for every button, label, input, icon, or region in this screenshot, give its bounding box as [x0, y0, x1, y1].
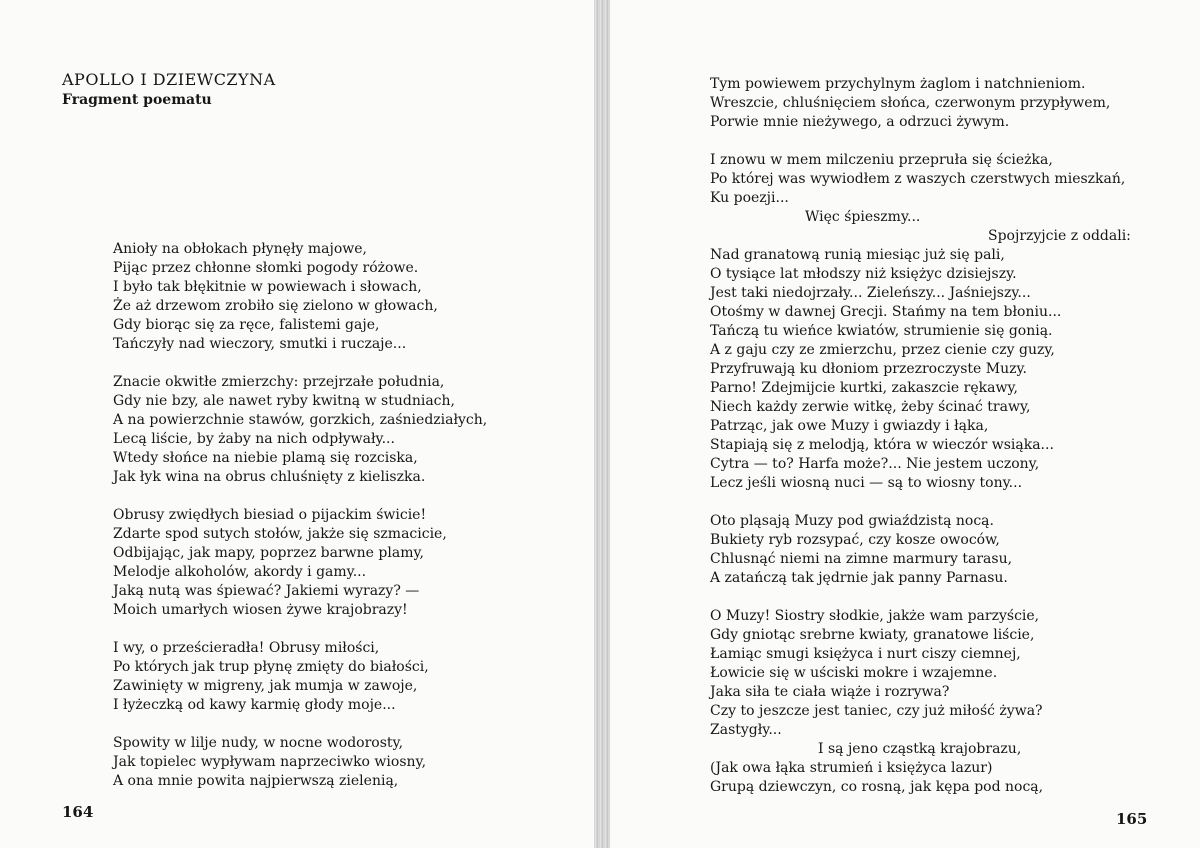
poem-line: Pijąc przez chłonne słomki pogody różowe. — [113, 260, 419, 276]
poem-line: Patrząc, jak owe Muzy i gwiazdy i łąka, — [710, 418, 989, 434]
stanza — [710, 607, 1131, 797]
poem-line: Łowicie się w uściski mokre i wzajemne. — [710, 665, 998, 681]
poem-line: Jak topielec wypływam naprzeciwko wiosny, — [113, 754, 427, 770]
poem-line: Grupą dziewczyn, co rosną, jak kępa pod nocą, — [710, 779, 1044, 795]
book-gutter — [594, 0, 610, 848]
poem-line: Cytra — to? Harfa może?... Nie jestem uczony, — [710, 456, 1040, 472]
poem-line: Zastygły... — [710, 722, 782, 738]
poem-line: Anioły na obłokach płynęły majowe, — [113, 241, 367, 257]
poem-line: I łyżeczką od kawy karmię głody moje... — [113, 697, 396, 713]
poem-line: Oto pląsają Muzy pod gwiaździstą nocą. — [710, 513, 994, 529]
poem-line: Lecz jeśli wiosną nuci — są to wiosny tony... — [710, 475, 1023, 491]
poem-line: Jak łyk wina na obrus chluśnięty z kieliszka. — [113, 469, 426, 485]
poem-title: APOLLO I DZIEWCZYNA — [62, 70, 276, 89]
poem-line: I znowu w mem milczeniu przepruła się ścieżka, — [710, 152, 1053, 168]
poem-line: Lecą liście, by żaby na nich odpływały... — [113, 431, 395, 447]
poem-line: Czy to jeszcze jest taniec, czy już miłość żywa? — [710, 703, 1043, 719]
stanza — [113, 734, 487, 791]
poem-line: Otośmy w dawnej Grecji. Stańmy na tem błoniu... — [710, 304, 1062, 320]
poem-line: Zdarte spod sutych stołów, jakże się szmacicie, — [113, 526, 447, 542]
poem-line: Melodje alkoholów, akordy i gamy... — [113, 564, 367, 580]
poem-line: Przyfruwają ku dłoniom przezroczyste Muzy. — [710, 361, 1027, 377]
poem-line: Wreszcie, chluśnięciem słońca, czerwonym przypływem, — [710, 95, 1111, 111]
poem-line: Moich umarłych wiosen żywe krajobrazy! — [113, 602, 408, 618]
poem-line: Gdy gniotąc srebrne kwiaty, granatowe liście, — [710, 627, 1035, 643]
poem-line: Porwie mnie nieżywego, a odrzuci żywym. — [710, 114, 1010, 130]
page-number-right: 165 — [1116, 810, 1148, 828]
stanza — [113, 506, 487, 620]
right-poem-body — [710, 75, 1131, 797]
poem-line: Nad granatową runią miesiąc już się pali, — [710, 247, 1005, 263]
poem-line: Gdy biorąc się za ręce, falistemi gaje, — [113, 317, 380, 333]
poem-line: Spojrzyjcie z oddali: — [988, 228, 1131, 244]
poem-line: A ona mnie powita najpierwszą zielenią, — [113, 773, 399, 789]
poem-line: Bukiety ryb rozsypać, czy kosze owoców, — [710, 532, 1000, 548]
page-number-left: 164 — [62, 803, 94, 821]
poem-line: Znacie okwitłe zmierzchy: przejrzałe południa, — [113, 374, 445, 390]
poem-line: Po których jak trup płynę zmięty do białości, — [113, 659, 429, 675]
poem-subtitle: Fragment poematu — [62, 92, 212, 108]
poem-line: Jest taki niedojrzały... Zieleńszy... Jaśniejszy... — [710, 285, 1031, 301]
poem-line: Po której was wywiodłem z waszych czerstwych mieszkań, — [710, 171, 1126, 187]
poem-line: Łamiąc smugi księżyca i nurt ciszy ciemnej, — [710, 646, 1021, 662]
poem-line: Jaka siła te ciała wiąże i rozrywa? — [710, 684, 950, 700]
poem-line: Stapiają się z melodją, która w wieczór wsiąka... — [710, 437, 1054, 453]
poem-line: Gdy nie bzy, ale nawet ryby kwitną w studniach, — [113, 393, 455, 409]
poem-line: O Muzy! Siostry słodkie, jakże wam parzyście, — [710, 608, 1040, 624]
poem-line: Zawinięty w migreny, jak mumja w zawoje, — [113, 678, 418, 694]
poem-line: (Jak owa łąka strumień i księżyca lazur) — [710, 760, 993, 776]
poem-line: Więc śpieszmy... — [805, 209, 921, 225]
poem-line: Chlusnąć niemi na zimne marmury tarasu, — [710, 551, 1013, 567]
left-poem-body — [113, 240, 487, 791]
poem-line: Że aż drzewom zrobiło się zielono w głowach, — [113, 298, 438, 314]
stanza — [113, 373, 487, 487]
poem-line: Tańczą tu wieńce kwiatów, strumienie się gonią. — [710, 323, 1053, 339]
poem-line: Spowity w lilje nudy, w nocne wodorosty, — [113, 735, 404, 751]
poem-line: Jaką nutą was śpiewać? Jakiemi wyrazy? — — [113, 583, 420, 599]
poem-line: I wy, o prześcieradła! Obrusy miłości, — [113, 640, 380, 656]
stanza — [113, 639, 487, 715]
poem-line: Obrusy zwiędłych biesiad o pijackim świcie! — [113, 507, 427, 523]
poem-line: Ku poezji... — [710, 190, 789, 206]
poem-line: I są jeno cząstką krajobrazu, — [818, 741, 1022, 757]
poem-line: A na powierzchnie stawów, gorzkich, zaśniedziałych, — [113, 412, 488, 428]
poem-line: A zatańczą tak jędrnie jak panny Parnasu. — [710, 570, 1008, 586]
stanza — [710, 151, 1131, 493]
poem-line: I było tak błękitnie w powiewach i słowach, — [113, 279, 422, 295]
poem-line: O tysiące lat młodszy niż księżyc dzisiejszy. — [710, 266, 1017, 282]
poem-line: Tym powiewem przychylnym żaglom i natchnieniom. — [710, 76, 1086, 92]
poem-line: A z gaju czy ze zmierzchu, przez cienie czy guzy, — [710, 342, 1055, 358]
poem-line: Tańczyły nad wieczory, smutki i ruczaje... — [113, 336, 407, 352]
poem-line: Niech każdy zerwie witkę, żeby ścinać trawy, — [710, 399, 1031, 415]
stanza — [710, 75, 1131, 132]
poem-line: Wtedy słońce na niebie plamą się rozciska, — [113, 450, 418, 466]
poem-line: Parno! Zdejmijcie kurtki, zakaszcie rękawy, — [710, 380, 1018, 396]
stanza — [113, 240, 487, 354]
poem-line: Odbijając, jak mapy, poprzez barwne plamy, — [113, 545, 424, 561]
stanza — [710, 512, 1131, 588]
